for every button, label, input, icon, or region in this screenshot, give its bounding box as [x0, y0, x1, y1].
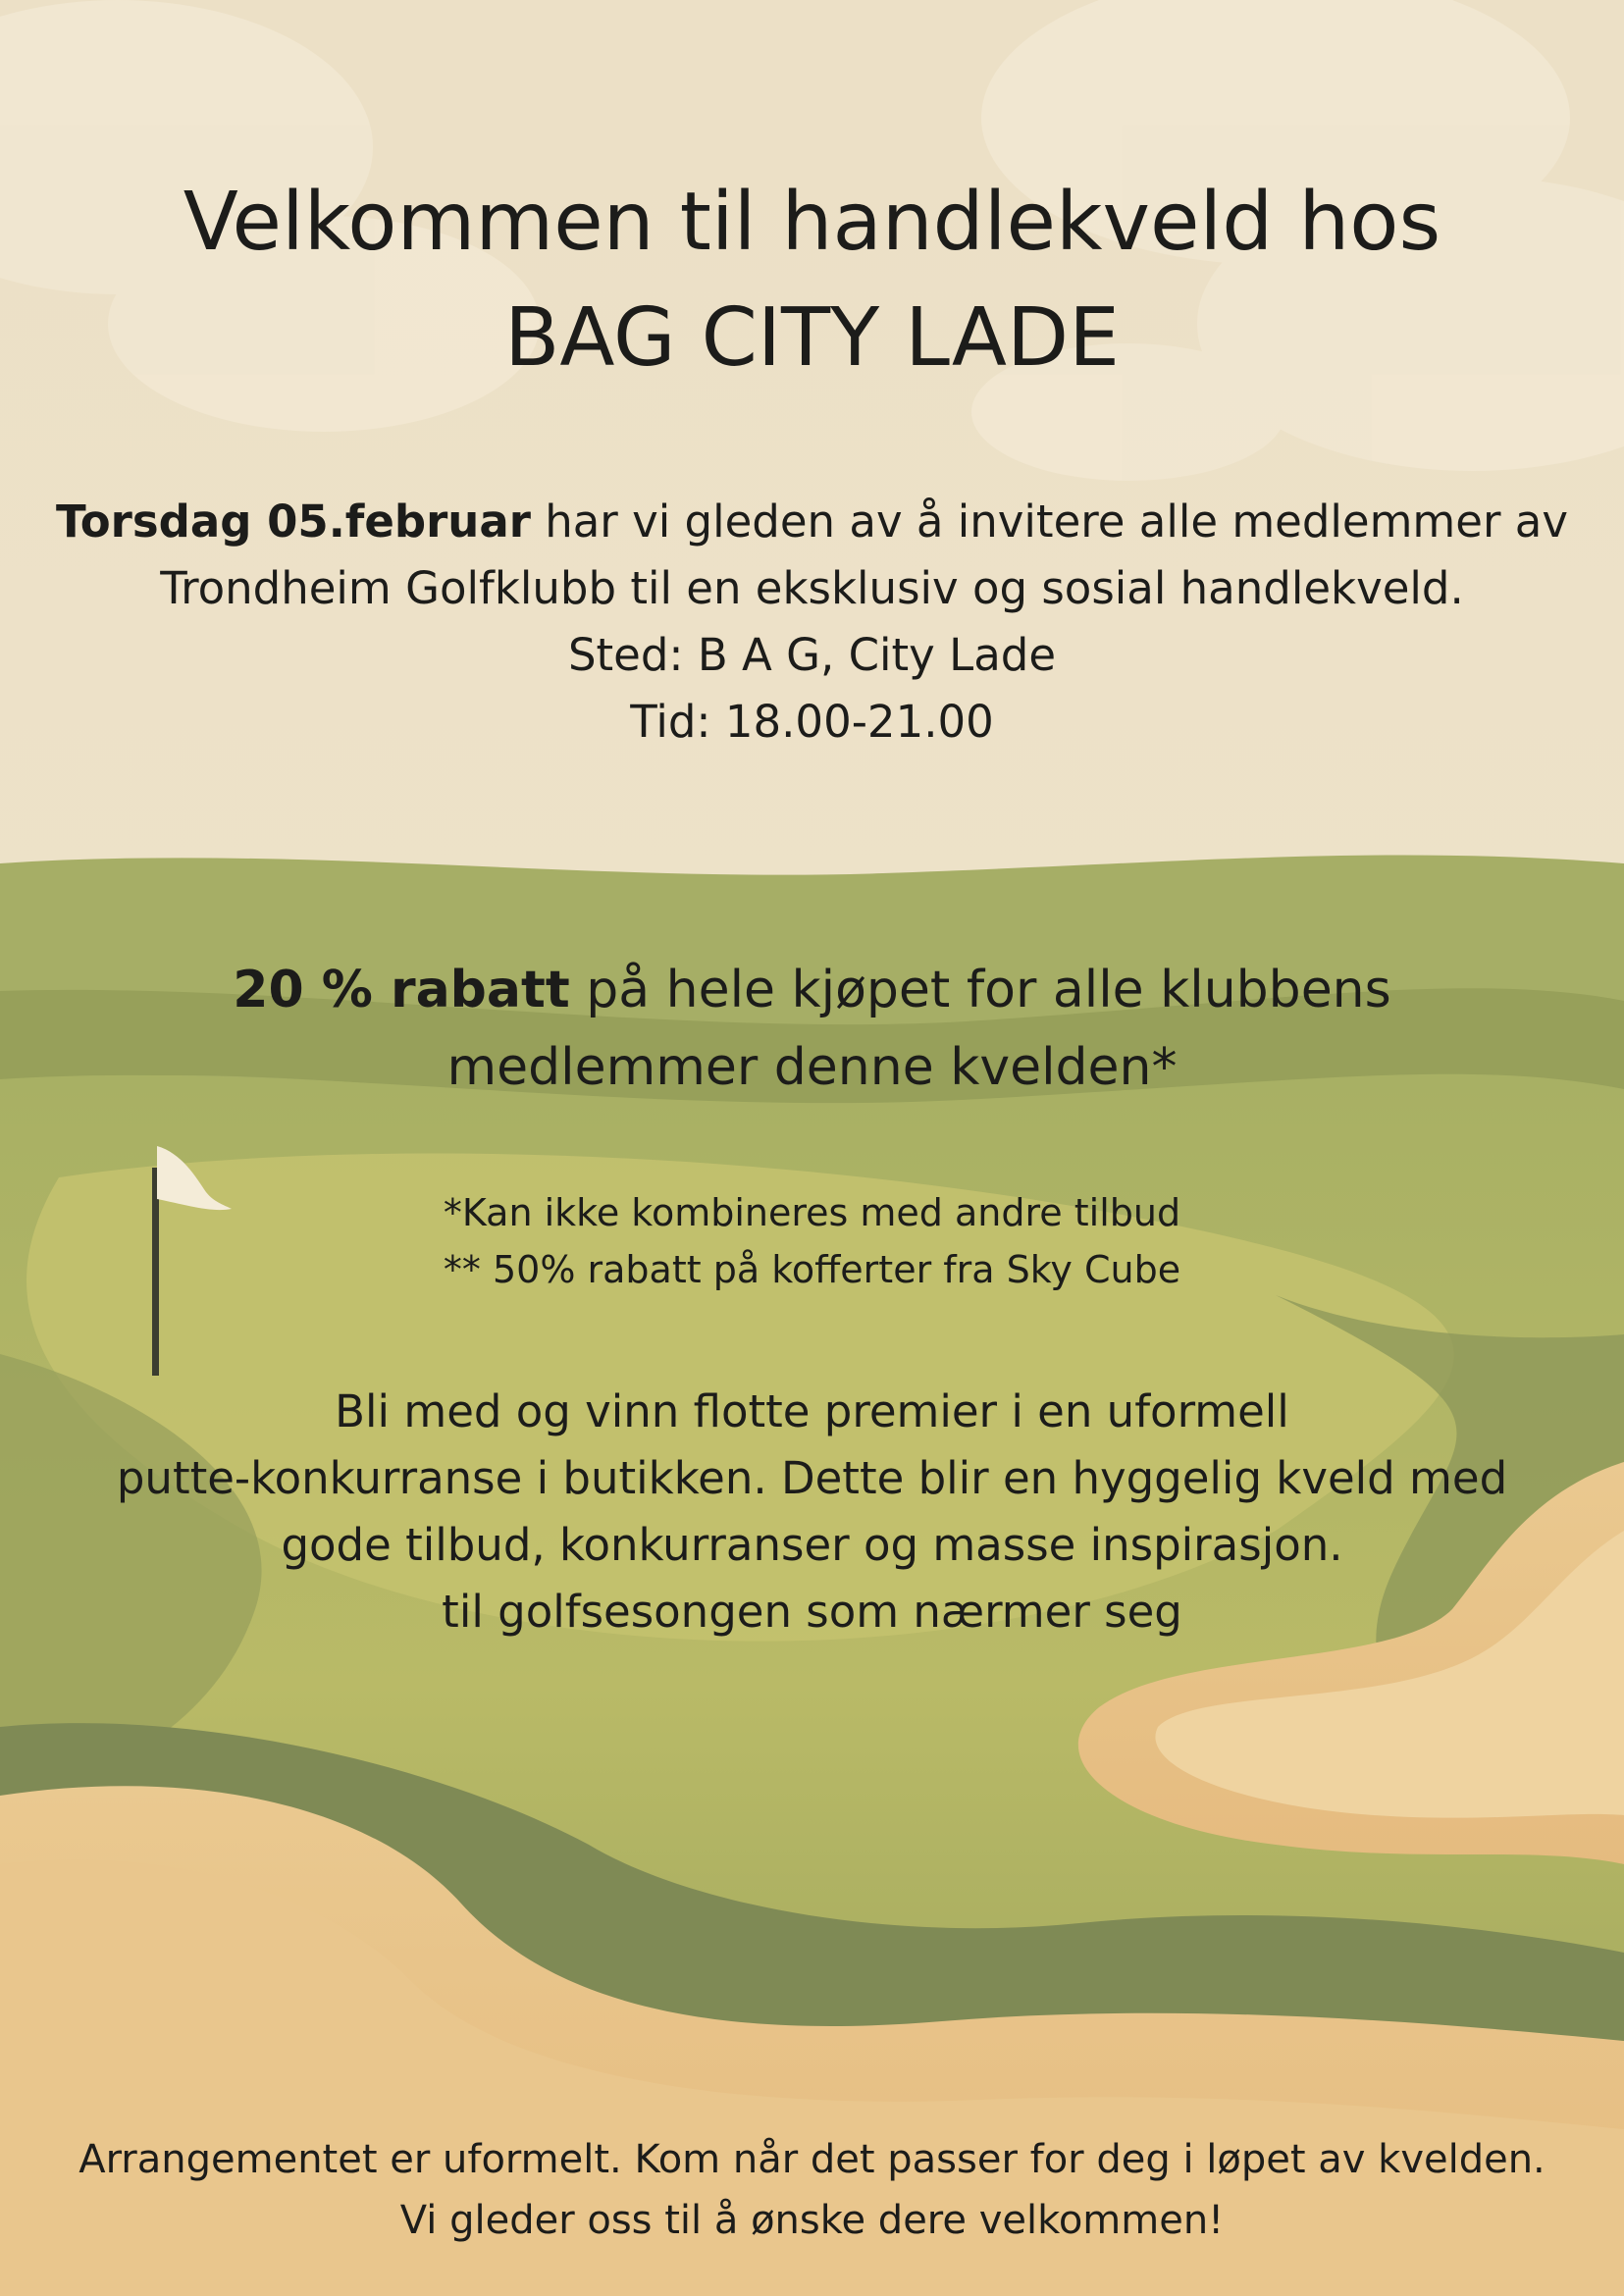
competition-paragraph	[0, 1379, 1624, 1645]
offer-paragraph	[0, 952, 1624, 1107]
body-line-1: Bli med og vinn flotte premier i en uformell	[335, 1385, 1289, 1437]
discount-amount: 20 % rabatt	[233, 961, 570, 1019]
intro-line-1-text: har vi gleden av å invitere alle medlemmer av	[530, 496, 1568, 548]
body-line-4: til golfsesongen som nærmer seg	[442, 1586, 1182, 1638]
footer-line-2: Vi gleder oss til å ønske dere velkommen!	[399, 2198, 1225, 2243]
headline	[0, 165, 1624, 396]
headline-line-2: BAG CITY LADE	[504, 291, 1120, 385]
intro-paragraph	[0, 489, 1624, 756]
event-date: Torsdag 05.februar	[56, 496, 531, 548]
headline-line-1: Velkommen til handlekveld hos	[183, 176, 1441, 269]
footnotes	[0, 1184, 1624, 1298]
body-line-3: gode tilbud, konkurranser og masse inspirasjon.	[281, 1519, 1343, 1571]
intro-line-1	[0, 489, 1624, 555]
body-line-2: putte-konkurranse i butikken. Dette blir en hyggelig kveld med	[116, 1452, 1508, 1504]
event-place: Sted: B A G, City Lade	[567, 629, 1057, 681]
footer-line-1: Arrangementet er uformelt. Kom når det passer for deg i løpet av kvelden.	[79, 2137, 1545, 2182]
footer-text	[0, 2129, 1624, 2251]
offer-line-2: medlemmer denne kvelden*	[446, 1038, 1178, 1097]
event-time: Tid: 18.00-21.00	[630, 696, 994, 748]
footnote-1: *Kan ikke kombineres med andre tilbud	[443, 1191, 1181, 1234]
footnote-2: ** 50% rabatt på kofferter fra Sky Cube	[443, 1248, 1181, 1291]
offer-line-1-text: på hele kjøpet for alle klubbens	[569, 961, 1391, 1019]
intro-line-2: Trondheim Golfklubb til en eksklusiv og sosial handlekveld.	[160, 562, 1464, 614]
offer-line-1	[0, 952, 1624, 1029]
